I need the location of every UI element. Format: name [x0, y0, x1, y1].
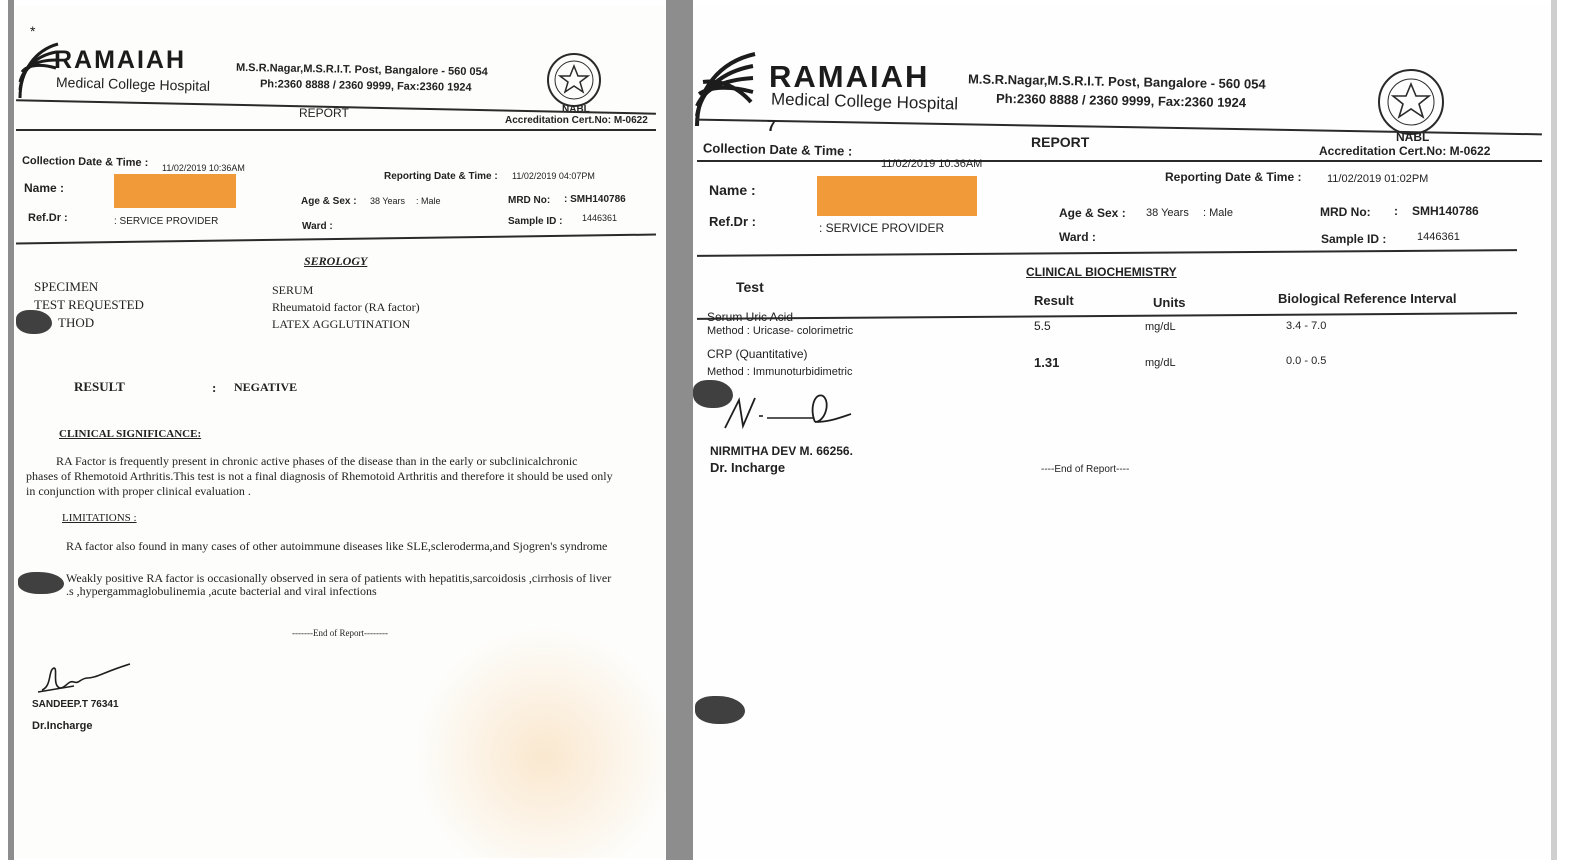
- hospital-address: M.S.R.Nagar,M.S.R.I.T. Post, Bangalore - 560 054: [967, 71, 1266, 92]
- light-glare: [414, 626, 666, 858]
- hospital-name: RAMAIAH: [769, 59, 930, 94]
- biochemistry-report-page: [693, 6, 1551, 858]
- mrd-value: SMH140786: [1412, 204, 1479, 218]
- sex-value: : Male: [1203, 207, 1233, 219]
- nabl-label: NABL: [1396, 130, 1430, 144]
- punch-hole-shadow: [16, 310, 52, 334]
- collection-date-label: Collection Date & Time :: [21, 154, 149, 170]
- collection-date-value: 11/02/2019 10:36AM: [881, 158, 983, 170]
- ward-label: Ward :: [1059, 230, 1096, 244]
- signatory-role: Dr. Incharge: [710, 460, 786, 475]
- mrd-value: : SMH140786: [564, 194, 626, 205]
- hospital-subtitle: Medical College Hospital: [55, 73, 211, 95]
- column-result: Result: [1034, 293, 1074, 308]
- age-sex-label: Age & Sex :: [1059, 206, 1126, 220]
- age-sex-label: Age & Sex :: [301, 196, 357, 207]
- specimen-label: SPECIMEN: [34, 279, 99, 294]
- row-method: Method : Uricase- colorimetric: [707, 325, 854, 337]
- info-rule: [16, 234, 656, 245]
- signatory-name: NIRMITHA DEV M. 66256.: [710, 444, 853, 458]
- limitations-heading: LIMITATIONS :: [62, 512, 137, 524]
- hospital-name: RAMAIAH: [54, 46, 187, 74]
- nabl-label: NABL: [562, 104, 590, 115]
- ref-dr-label: Ref.Dr :: [28, 212, 68, 224]
- row-result: 1.31: [1034, 355, 1060, 370]
- report-label: REPORT: [299, 106, 349, 120]
- row-result: 5.5: [1034, 319, 1051, 333]
- sample-id-label: Sample ID :: [508, 216, 563, 227]
- collection-date-value: 11/02/2019 10:36AM: [162, 163, 245, 173]
- ref-dr-label: Ref.Dr :: [709, 214, 756, 229]
- collection-date-label: Collection Date & Time :: [702, 140, 853, 159]
- hospital-subtitle: Medical College Hospital: [770, 89, 959, 114]
- test-requested-value: Rheumatoid factor (RA factor): [272, 300, 420, 314]
- ref-dr-value: : SERVICE PROVIDER: [819, 221, 945, 235]
- reporting-date-label: Reporting Date & Time :: [384, 171, 498, 182]
- hospital-phone: Ph:2360 8888 / 2360 9999, Fax:2360 1924: [995, 90, 1247, 111]
- limitations-line-2: Weakly positive RA factor is occasionally observed in sera of patients with hepatitis,sarcoidosis ,cirrhosis of liver: [66, 571, 612, 585]
- accreditation-number: Accreditation Cert.No: M-0622: [1319, 144, 1491, 158]
- result-label: RESULT: [74, 379, 125, 394]
- header-rule-bottom: [697, 160, 1542, 162]
- reporting-date-label: Reporting Date & Time :: [1165, 170, 1302, 184]
- column-reference: Biological Reference Interval: [1278, 291, 1457, 306]
- punch-hole-shadow: [18, 572, 64, 594]
- age-value: 38 Years: [1146, 207, 1189, 219]
- end-of-report: -------End of Report--------: [292, 628, 388, 638]
- row-units: mg/dL: [1145, 357, 1176, 369]
- name-label: Name :: [24, 181, 65, 195]
- limitations-line-3: .s ,hypergammaglobulinemia ,acute bacterial and viral infections: [66, 584, 377, 598]
- clinical-significance-heading: CLINICAL SIGNIFICANCE:: [59, 428, 202, 440]
- sex-value: : Male: [416, 196, 441, 206]
- redacted-patient-name: [817, 176, 977, 216]
- row-test-name: Serum Uric Acid: [707, 310, 794, 324]
- signature-nirmitha-icon: [719, 388, 859, 436]
- row-method: Method : Immunoturbidimetric: [707, 366, 853, 378]
- handwritten-mark: 7: [767, 118, 776, 135]
- sample-id-label: Sample ID :: [1321, 232, 1387, 246]
- ward-label: Ward :: [302, 221, 333, 232]
- sample-id-value: 1446361: [582, 213, 618, 223]
- signatory-name: SANDEEP.T 76341: [32, 699, 119, 710]
- redacted-patient-name: [114, 174, 236, 208]
- mrd-label: MRD No:: [1320, 205, 1371, 219]
- signature-sandeep-icon: [34, 656, 134, 698]
- end-of-report: ----End of Report----: [1041, 464, 1130, 475]
- header-rule-bottom: [16, 129, 656, 131]
- sample-id-value: 1446361: [1417, 231, 1460, 243]
- serology-report-page: [14, 6, 666, 858]
- mrd-label: MRD No:: [508, 195, 551, 206]
- right-scan-border: [1551, 0, 1557, 860]
- row-units: mg/dL: [1145, 321, 1176, 333]
- result-value: NEGATIVE: [234, 380, 298, 394]
- report-label: REPORT: [1031, 134, 1090, 150]
- signatory-role: Dr.Incharge: [32, 720, 93, 732]
- mrd-separator: :: [1394, 204, 1398, 218]
- clinical-line-1: RA Factor is frequently present in chronic active phases of the disease than in the early or subclinicalchronic: [56, 454, 578, 468]
- name-label: Name :: [709, 182, 756, 198]
- punch-hole-shadow: [695, 696, 745, 724]
- column-test: Test: [736, 279, 764, 295]
- specimen-value: SERUM: [272, 283, 314, 297]
- age-value: 38 Years: [370, 196, 406, 206]
- hospital-address: M.S.R.Nagar,M.S.R.I.T. Post, Bangalore - 560 054: [235, 61, 488, 79]
- section-title: SEROLOGY: [304, 254, 368, 268]
- svg-text:*: *: [30, 23, 36, 39]
- row-reference: 3.4 - 7.0: [1286, 320, 1327, 332]
- limitations-line-1: RA factor also found in many cases of other autoimmune diseases like SLE,scleroderma,and Sjogren's syndrome: [66, 539, 608, 553]
- ramaiah-logo-icon: [693, 38, 759, 130]
- accreditation-number: Accreditation Cert.No: M-0622: [505, 115, 648, 126]
- test-requested-label: TEST REQUESTED: [34, 297, 144, 312]
- info-rule: [697, 249, 1517, 257]
- table-header-rule: [697, 312, 1517, 320]
- method-label: THOD: [58, 315, 95, 330]
- hospital-phone: Ph:2360 8888 / 2360 9999, Fax:2360 1924: [259, 78, 472, 94]
- clinical-line-2: phases of Rhemotoid Arthritis.This test is not a final diagnosis of Rhemotoid Arthritis and therefore it should be used only: [26, 469, 613, 483]
- ref-dr-value: : SERVICE PROVIDER: [114, 216, 219, 227]
- column-units: Units: [1153, 295, 1186, 310]
- center-scan-gutter: [666, 0, 693, 860]
- clinical-line-3: in conjunction with proper clinical evaluation .: [26, 484, 251, 498]
- method-value: LATEX AGGLUTINATION: [272, 317, 411, 331]
- result-separator: :: [212, 380, 217, 395]
- reporting-date-value: 11/02/2019 04:07PM: [512, 171, 595, 181]
- row-test-name: CRP (Quantitative): [707, 347, 808, 361]
- reporting-date-value: 11/02/2019 01:02PM: [1327, 173, 1429, 185]
- row-reference: 0.0 - 0.5: [1286, 355, 1327, 367]
- section-title: CLINICAL BIOCHEMISTRY: [1026, 265, 1177, 279]
